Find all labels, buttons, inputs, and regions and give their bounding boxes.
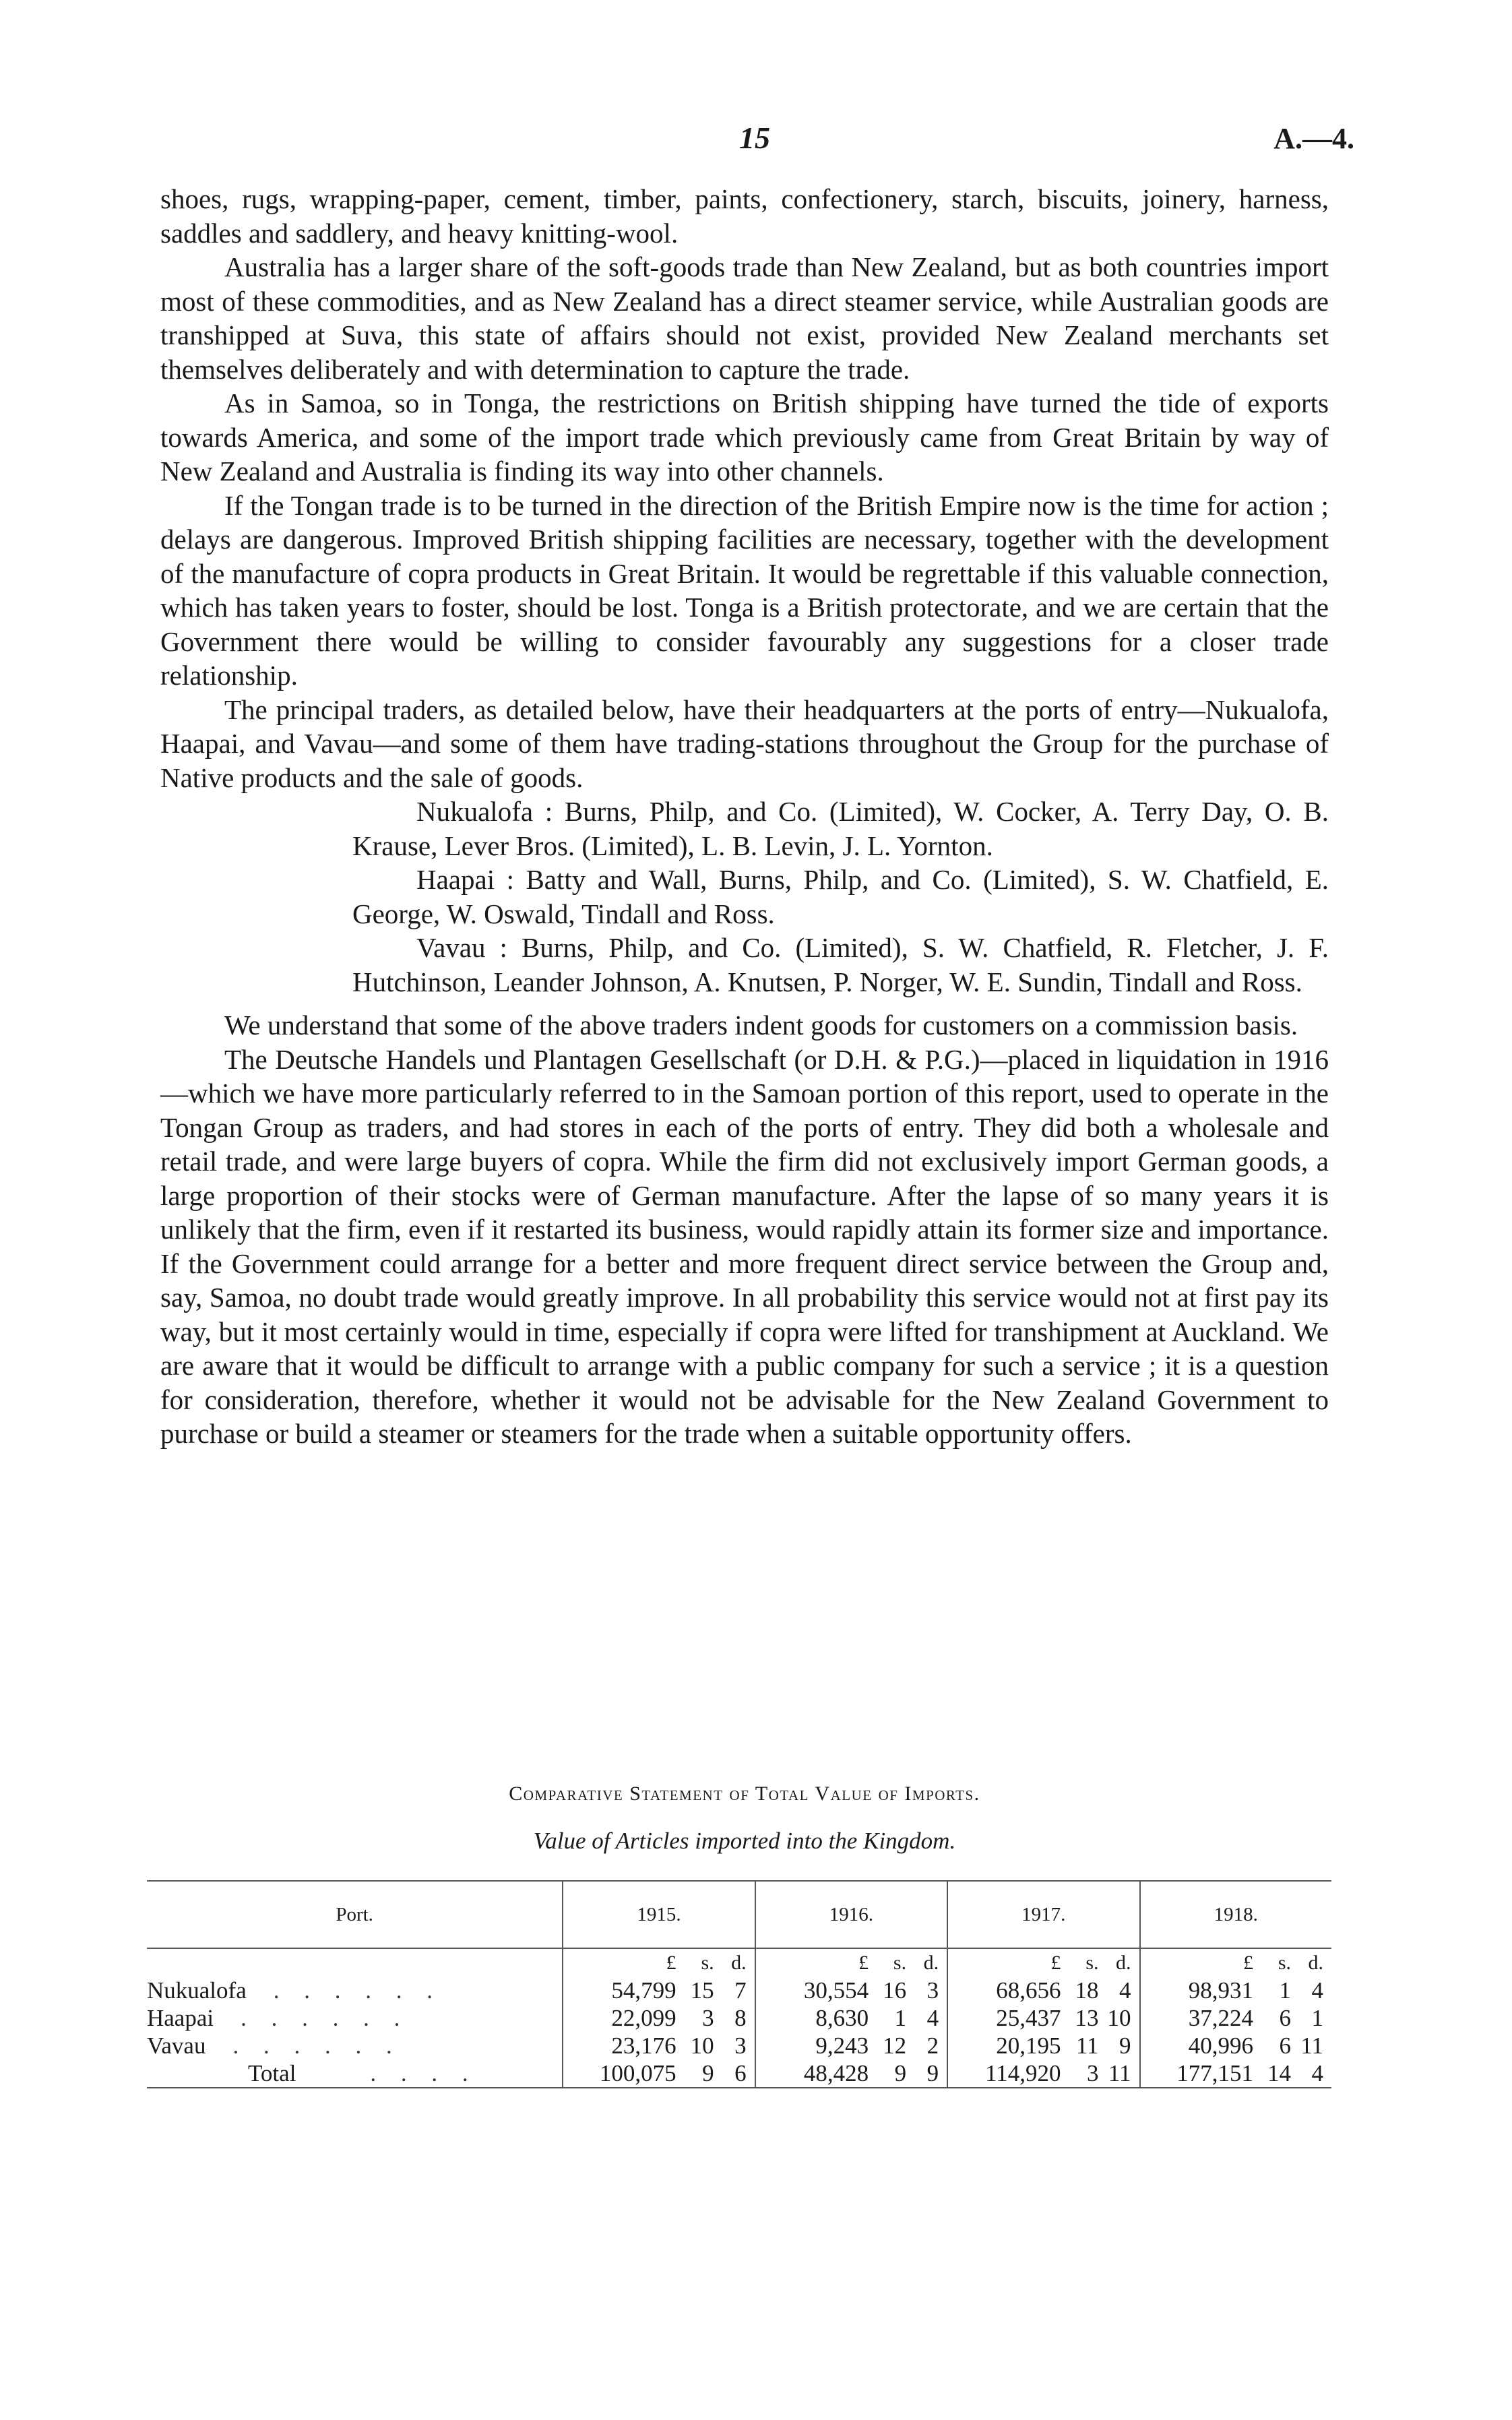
unit-shillings: s.	[893, 1952, 907, 1974]
unit-pence: d.	[1116, 1952, 1131, 1974]
table-row	[147, 2032, 1331, 2059]
traders-list	[160, 795, 1329, 999]
total-shillings: 14	[1267, 2060, 1291, 2086]
value-pence: 4	[1311, 1977, 1323, 2004]
traders-nukualofa: Nukualofa : Burns, Philp, and Co. (Limited), W. Cocker, A. Terry Day, O. B. Krause, Lever Bros. (Limited), L. B. Levin, J. L. Yornton.	[352, 796, 1329, 861]
table-title: Comparative Statement of Total Value of Imports.	[509, 1782, 980, 1805]
total-pounds: 100,075	[599, 2060, 676, 2086]
total-label: Total	[248, 2060, 296, 2086]
leader-dots: . . . . . .	[232, 2033, 402, 2059]
document-reference: A.—4.	[1273, 122, 1354, 155]
total-pounds: 177,151	[1176, 2060, 1253, 2086]
value-pounds: 30,554	[803, 1977, 869, 2004]
total-pence: 11	[1108, 2060, 1131, 2086]
paragraph: If the Tongan trade is to be turned in the direction of the British Empire now is the time for action ; delays are dangerous. Improved British shipping facilities are necessary, together with the development of the manufacture of copra products in Great Britain. It would be regrettable if this valuable connection, which has taken years to foster, should be lost. Tonga is a British protectorate, and we are certain that the Government there would be willing to consider favourably any suggestions for a closer trade relationship.	[160, 489, 1329, 691]
value-pence: 1	[1311, 2005, 1323, 2031]
port-name: Haapai	[147, 2005, 214, 2031]
total-shillings: 9	[702, 2060, 714, 2086]
paragraph: The Deutsche Handels und Plantagen Gesellschaft (or D.H. & P.G.)—placed in liquidation in 1916—which we have more particularly referred to in the Samoan portion of this report, used to operate in the Tongan Group as traders, and had stores in each of the ports of entry. They did both a wholesale and retail trade, and were large buyers of copra. While the firm did not exclusively import German goods, a large proportion of their stocks were of German manufacture. After the lapse of so many years it is unlikely that the firm, even if it restarted its business, would rapidly attain its former size and importance. If the Government could arrange for a better and more frequent direct service between the Group and, say, Samoa, no doubt trade would greatly improve. In all probability this service would not at first pay its way, but it most certainly would in time, especially if copra were lifted for transhipment at Auckland. We are aware that it would be difficult to arrange with a public company for such a service ; it is a question for consideration, therefore, whether it would not be advisable for the New Zealand Government to purchase or build a steamer or steamers for the trade when a suitable opportunity offers.	[160, 1043, 1329, 1449]
value-shillings: 18	[1075, 1977, 1099, 2004]
unit-pence: d.	[923, 1952, 939, 1974]
unit-pounds: £	[1243, 1952, 1253, 1974]
table-row	[147, 1977, 1331, 2004]
value-pence: 9	[1119, 2033, 1131, 2059]
leader-dots: . . . . . .	[273, 1977, 442, 2004]
value-shillings: 1	[894, 2005, 907, 2031]
unit-pounds: £	[666, 1952, 676, 1974]
traders-haapai: Haapai : Batty and Wall, Burns, Philp, and Co. (Limited), S. W. Chatfield, E. George, W. Oswald, Tindall and Ross.	[352, 864, 1329, 929]
value-shillings: 13	[1075, 2005, 1099, 2031]
value-pounds: 20,195	[996, 2033, 1061, 2059]
table-header-row	[147, 1881, 1331, 1948]
port-name: Nukualofa	[147, 1977, 247, 2004]
value-pounds: 37,224	[1188, 2005, 1253, 2031]
value-shillings: 11	[1075, 2033, 1099, 2059]
paragraph: shoes, rugs, wrapping-paper, cement, timber, paints, confectionery, starch, biscuits, joinery, harness, saddles and saddlery, and heavy knitting-wool.	[160, 183, 1329, 249]
total-pence: 4	[1311, 2060, 1323, 2086]
total-pounds: 48,428	[803, 2060, 869, 2086]
value-pounds: 68,656	[996, 1977, 1061, 2004]
traders-vavau: Vavau : Burns, Philp, and Co. (Limited), S. W. Chatfield, R. Fletcher, J. F. Hutchinson, Leander Johnson, A. Knutsen, P. Norger, W. E. Sundin, Tindall and Ross.	[352, 932, 1329, 997]
unit-pence: d.	[731, 1952, 747, 1974]
value-pounds: 23,176	[611, 2033, 676, 2059]
total-row	[147, 2059, 1331, 2088]
value-shillings: 3	[702, 2005, 714, 2031]
value-pounds: 25,437	[996, 2005, 1061, 2031]
total-pence: 6	[734, 2060, 747, 2086]
leader-dots: . . . . . .	[241, 2005, 410, 2031]
units-row	[147, 1948, 1331, 1977]
value-shillings: 1	[1279, 1977, 1291, 2004]
port-name: Vavau	[147, 2033, 206, 2059]
value-pounds: 98,931	[1188, 1977, 1253, 2004]
unit-shillings: s.	[1278, 1952, 1291, 1974]
unit-pounds: £	[858, 1952, 869, 1974]
paragraph: We understand that some of the above traders indent goods for customers on a commission basis.	[224, 1010, 1298, 1041]
value-shillings: 6	[1279, 2005, 1291, 2031]
value-pence: 3	[734, 2033, 747, 2059]
total-shillings: 9	[894, 2060, 907, 2086]
total-pence: 9	[926, 2060, 939, 2086]
body-text	[160, 182, 1329, 1451]
paragraph: As in Samoa, so in Tonga, the restrictions on British shipping have turned the tide of exports towards America, and some of the import trade which previously came from Great Britain by way of New Zealand and Australia is finding its way into other channels.	[160, 387, 1329, 487]
paragraph: Australia has a larger share of the soft-goods trade than New Zealand, but as both countries import most of these commodities, and as New Zealand has a direct steamer service, while Australian goods are transhipped at Suva, this state of affairs should not exist, provided New Zealand merchants set themselves deliberately and with determination to capture the trade.	[160, 251, 1329, 385]
header-1916: 1916.	[755, 1881, 947, 1948]
value-pence: 7	[734, 1977, 747, 2004]
unit-pence: d.	[1308, 1952, 1323, 1974]
value-pounds: 40,996	[1188, 2033, 1253, 2059]
unit-shillings: s.	[701, 1952, 714, 1974]
header-1917: 1917.	[947, 1881, 1139, 1948]
page-number: 15	[739, 121, 770, 155]
imports-table	[147, 1880, 1331, 2088]
value-pounds: 9,243	[815, 2033, 869, 2059]
unit-shillings: s.	[1085, 1952, 1099, 1974]
value-shillings: 16	[883, 1977, 907, 2004]
total-shillings: 3	[1087, 2060, 1099, 2086]
value-pence: 11	[1300, 2033, 1323, 2059]
value-shillings: 6	[1279, 2033, 1291, 2059]
value-shillings: 12	[883, 2033, 907, 2059]
header-1915: 1915.	[563, 1881, 755, 1948]
value-pounds: 54,799	[611, 1977, 676, 2004]
value-pence: 3	[926, 1977, 939, 2004]
paragraph: The principal traders, as detailed below, have their headquarters at the ports of entry—Nukualofa, Haapai, and Vavau—and some of them have trading-stations throughout the Group for the purchase of Native products and the sale of goods.	[160, 693, 1329, 793]
table-subtitle: Value of Articles imported into the Kingdom.	[533, 1828, 956, 1854]
value-pence: 4	[1119, 1977, 1131, 2004]
leader-dots: . . . .	[370, 2060, 478, 2086]
value-shillings: 15	[690, 1977, 714, 2004]
value-pence: 2	[926, 2033, 939, 2059]
value-pence: 4	[926, 2005, 939, 2031]
value-shillings: 10	[690, 2033, 714, 2059]
unit-pounds: £	[1050, 1952, 1061, 1974]
value-pence: 10	[1107, 2005, 1131, 2031]
header-1918: 1918.	[1140, 1881, 1331, 1948]
value-pounds: 8,630	[815, 2005, 869, 2031]
header-port: Port.	[147, 1881, 563, 1948]
value-pence: 8	[734, 2005, 747, 2031]
total-pounds: 114,920	[985, 2060, 1061, 2086]
value-pounds: 22,099	[611, 2005, 676, 2031]
table-row	[147, 2004, 1331, 2032]
